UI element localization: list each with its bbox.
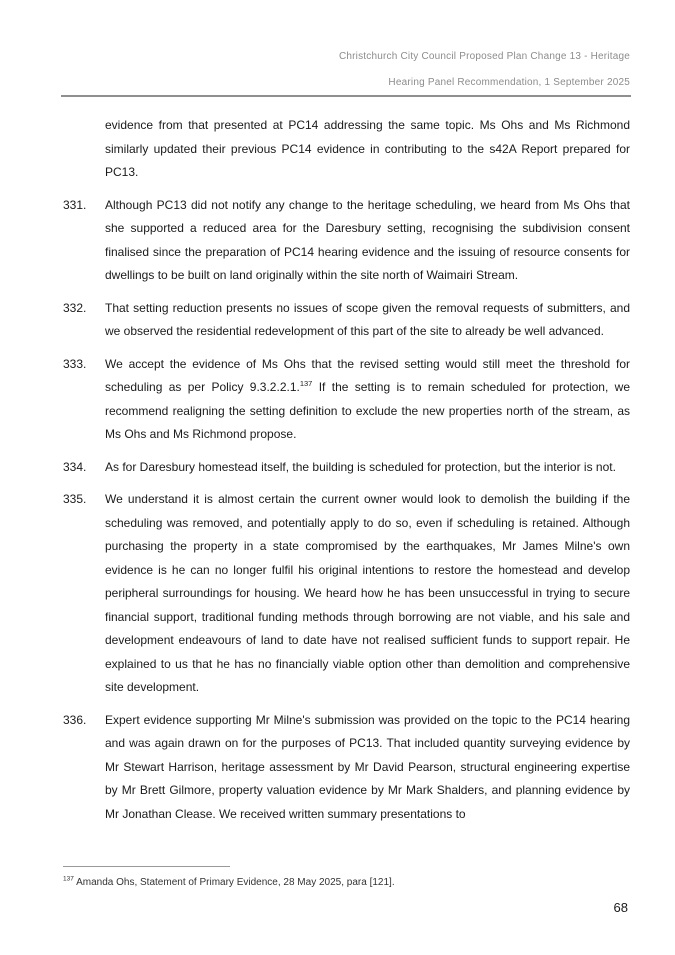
continuation-paragraph bbox=[63, 114, 630, 185]
document-body bbox=[63, 114, 630, 835]
footnote-text: Amanda Ohs, Statement of Primary Evidence, 28 May 2025, para [121]. bbox=[76, 877, 395, 888]
list-paragraph-331 bbox=[63, 194, 630, 288]
paragraph-text bbox=[105, 353, 630, 447]
paragraph-number: 334. bbox=[63, 459, 87, 474]
footnote bbox=[63, 876, 630, 889]
list-paragraph-335 bbox=[63, 488, 630, 700]
paragraph-text-segment: If the setting is to remain scheduled for protection, we recommend realigning the setting definition to exclude the new properties north of the stream, as Ms Ohs and Ms Richmond propose. bbox=[105, 380, 630, 441]
paragraph-text: As for Daresbury homestead itself, the building is scheduled for protection, but the interior is not. bbox=[105, 459, 616, 474]
paragraph-text: evidence from that presented at PC14 addressing the same topic. Ms Ohs and Ms Richmond similarly updated their previous PC14 evidence in contributing to the s42A Report prepared for PC13. bbox=[105, 118, 630, 179]
paragraph-number: 336. bbox=[63, 712, 87, 727]
paragraph-text: That setting reduction presents no issues of scope given the removal requests of submitters, and we observed the residential redevelopment of this part of the site to already be well advanced. bbox=[105, 300, 630, 338]
paragraph-text: Expert evidence supporting Mr Milne's submission was provided on the topic to the PC14 hearing and was again drawn on for the purposes of PC13. That included quantity surveying evidence by Mr Stewart Harrison, heritage assessment by Mr David Pearson, structural engineering expertise by Mr Brett Gilmore, property valuation evidence by Mr Mark Shalders, and planning evidence by Mr Jonathan Clease. We received written summary presentations to bbox=[105, 712, 630, 821]
paragraph-text: Although PC13 did not notify any change to the heritage scheduling, we heard from Ms Ohs that she supported a reduced area for the Daresbury setting, recognising the subdivision consent finalised since the preparation of PC14 hearing evidence and the issuing of resource consents for dwellings to be built on land originally within the site north of Waimairi Stream. bbox=[105, 197, 630, 282]
paragraph-text: We understand it is almost certain the current owner would look to demolish the building if the scheduling was removed, and potentially apply to do so, even if scheduling is retained. Although purchasing the property in a state compromised by the earthquakes, Mr James Milne's own evidence is he can no longer fulfil his original intentions to restore the homestead and develop peripheral surroundings for housing. We heard how he has been unsuccessful in trying to secure financial support, traditional funding methods through borrowing are not viable, and his sale and development endeavours of land to date have not realised sufficient funds to support repair. He explained to us that he has no financially viable option other than demolition and comprehensive site development. bbox=[105, 492, 630, 694]
list-paragraph-336 bbox=[63, 709, 630, 827]
footnote-reference: 137 bbox=[299, 379, 313, 388]
header-rule bbox=[61, 95, 631, 97]
footnote-separator bbox=[63, 866, 230, 867]
paragraph-text-segment: We accept the evidence of Ms Ohs that the revised setting would still meet the threshold for scheduling as per Policy 9.3.2.2.1. bbox=[105, 356, 630, 394]
paragraph-number: 333. bbox=[63, 356, 87, 371]
paragraph-number bbox=[63, 114, 105, 185]
paragraph-number: 331. bbox=[63, 197, 87, 212]
list-paragraph-333 bbox=[63, 353, 630, 447]
header-title: Christchurch City Council Proposed Plan Change 13 - Heritage bbox=[338, 51, 630, 62]
list-paragraph-332 bbox=[63, 297, 630, 344]
page-number: 68 bbox=[613, 900, 628, 915]
paragraph-number: 335. bbox=[63, 492, 87, 506]
footnote-number: 137 bbox=[63, 875, 74, 883]
paragraph-number: 332. bbox=[63, 300, 87, 315]
header-subtitle: Hearing Panel Recommendation, 1 September 2025 bbox=[388, 77, 630, 88]
document-header bbox=[62, 50, 630, 89]
list-paragraph-334 bbox=[63, 456, 630, 480]
